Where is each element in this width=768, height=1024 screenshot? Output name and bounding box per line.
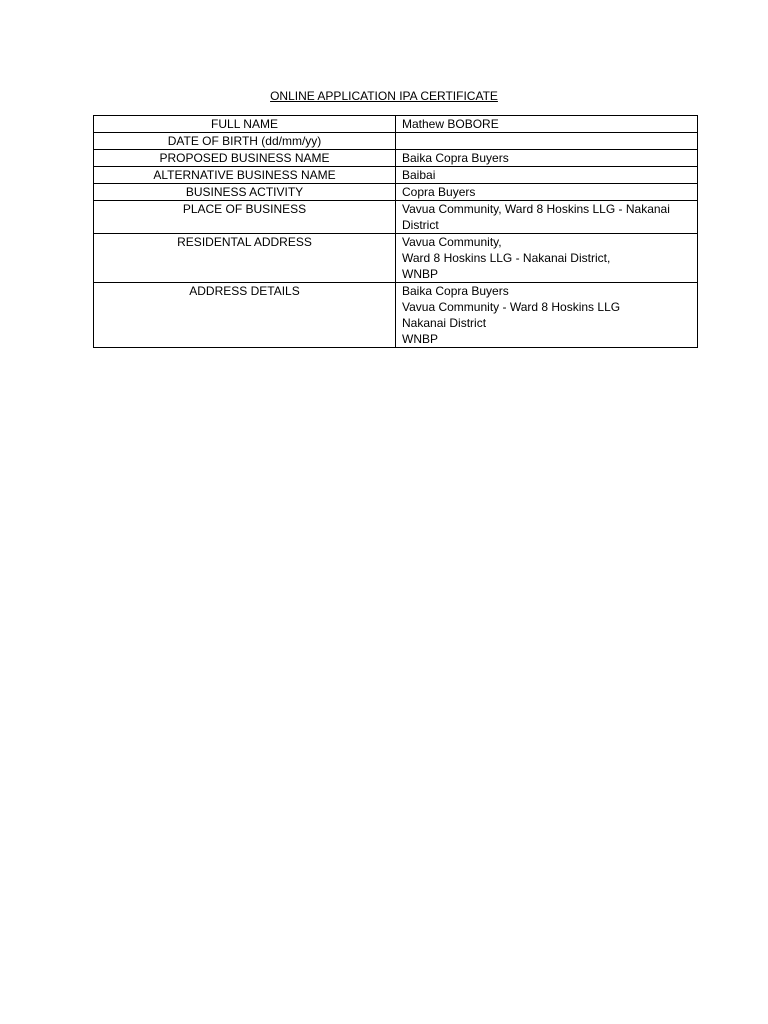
value-line: Baibai <box>402 168 436 182</box>
row-label: FULL NAME <box>94 116 396 133</box>
table-row-place-of-business <box>94 201 698 234</box>
table-row-business-activity <box>94 184 698 201</box>
value-line: Baika Copra Buyers <box>402 151 509 165</box>
row-label: RESIDENTAL ADDRESS <box>94 234 396 283</box>
row-value <box>396 201 698 234</box>
table-row-date-of-birth <box>94 133 698 150</box>
table-row-full-name <box>94 116 698 133</box>
document-title: ONLINE APPLICATION IPA CERTIFICATE <box>270 89 498 103</box>
row-label: ADDRESS DETAILS <box>94 283 396 348</box>
row-value <box>396 167 698 184</box>
value-line: Baika Copra Buyers <box>402 284 509 298</box>
row-value <box>396 133 698 150</box>
table-row-proposed-business-name <box>94 150 698 167</box>
value-line <box>402 133 691 149</box>
row-label: PLACE OF BUSINESS <box>94 201 396 234</box>
row-value <box>396 283 698 348</box>
value-line: Copra Buyers <box>402 185 476 199</box>
row-value <box>396 184 698 201</box>
table-row-alternative-business-name <box>94 167 698 184</box>
row-label: DATE OF BIRTH (dd/mm/yy) <box>94 133 396 150</box>
value-line: Vavua Community, Ward 8 Hoskins LLG - Nakanai District <box>402 202 670 232</box>
row-label: ALTERNATIVE BUSINESS NAME <box>94 167 396 184</box>
table-row-residental-address <box>94 234 698 283</box>
value-line: Nakanai District <box>402 316 487 330</box>
row-value <box>396 116 698 133</box>
row-label: BUSINESS ACTIVITY <box>94 184 396 201</box>
value-line: WNBP <box>402 267 438 281</box>
row-label: PROPOSED BUSINESS NAME <box>94 150 396 167</box>
row-value <box>396 234 698 283</box>
value-line: WNBP <box>402 332 438 346</box>
table-row-address-details <box>94 283 698 348</box>
value-line: Vavua Community, <box>402 235 502 249</box>
row-value <box>396 150 698 167</box>
value-line: Mathew BOBORE <box>402 117 499 131</box>
value-line: Vavua Community - Ward 8 Hoskins LLG <box>402 300 621 314</box>
value-line: Ward 8 Hoskins LLG - Nakanai District, <box>402 251 611 265</box>
application-table <box>93 115 698 348</box>
